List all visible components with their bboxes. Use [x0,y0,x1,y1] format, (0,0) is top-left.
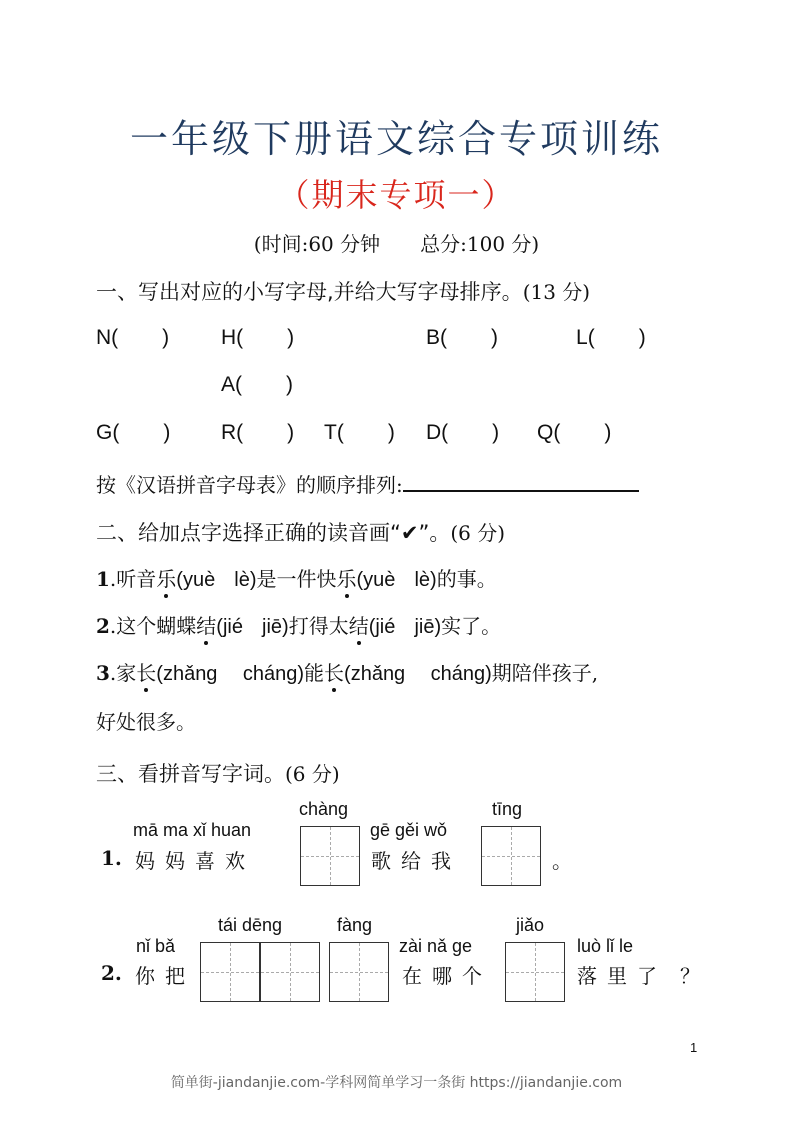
option-yue[interactable]: (yuè [356,569,396,591]
option-le[interactable]: lè) [414,569,437,591]
letter-L: L( ) [576,326,646,349]
section1-heading: 一、写出对应的小写字母,并给大写字母排序。(13 分) [96,280,591,304]
option-yue[interactable]: (yuè [176,569,216,591]
option-jie1[interactable]: jiē) [414,616,442,638]
option-jie1[interactable]: jiē) [262,616,289,638]
section2-points: (6 分) [450,521,506,545]
pinyin: tái dēng [218,915,283,935]
footer-watermark: 简单街-jiandanjie.com-学科网简单学习一条街 https://jiandanjie.com [170,1075,623,1091]
question-number: 1. [101,846,122,870]
page-title: 一年级下册语文综合专项训练 [129,117,663,161]
answer-line[interactable] [403,472,639,492]
pinyin: mā ma xǐ huan [133,820,252,840]
pinyin: jiǎo [516,915,545,935]
hanzi: 你把 [135,964,195,988]
letter-B: B( ) [426,326,499,349]
option-jie2[interactable]: (jié [216,616,243,638]
punctuation: 。 [552,849,582,873]
writing-box[interactable] [300,826,360,886]
writing-box[interactable] [505,942,565,1002]
question-item-continued: 好处很多。 [96,710,196,734]
question-number: 2. [101,961,122,985]
option-chang[interactable]: cháng) [430,663,492,685]
section2-heading: 二、给加点字选择正确的读音画“✔”。(6 分) [96,521,506,545]
punctuation: ？ [680,964,710,988]
writing-box[interactable] [329,942,389,1002]
pinyin: fàng [337,915,373,935]
pinyin: chàng [299,799,349,819]
letter-G: G( ) [96,421,171,444]
page-number: 1 [690,1040,698,1055]
pinyin: luò lǐ le [577,936,634,956]
letter-H: H( ) [221,326,295,349]
writing-box[interactable] [481,826,541,886]
section3-heading: 三、看拼音写字词。(6 分) [96,762,340,786]
section3-points: (6 分) [285,762,340,786]
total-score: 总分:100 分) [420,232,540,256]
section1-points: (13 分) [522,280,591,304]
letter-N: N( ) [96,326,170,349]
pinyin: tīng [492,799,523,819]
pinyin: gē gěi wǒ [370,820,448,840]
option-zhang[interactable]: (zhǎng [156,663,218,685]
letter-A: A( ) [221,373,294,396]
letter-R: R( ) [221,421,295,444]
question-item: 1.听音乐(yuè lè)是一件快乐(yuè lè)的事。 [96,563,497,592]
hanzi: 落里了 [577,964,667,988]
option-chang[interactable]: cháng) [242,663,305,685]
question-item: 3.家长(zhǎng cháng)能长(zhǎng cháng)期陪伴孩子, [96,657,598,686]
exam-meta [0,228,793,257]
time-limit: (时间:60 分钟 [253,232,381,256]
letter-Q: Q( ) [537,421,612,444]
question-item: 2.这个蝴蝶结(jié jiē)打得太结(jié jiē)实了。 [96,610,501,639]
option-jie2[interactable]: (jié [368,616,396,638]
option-zhang[interactable]: (zhǎng [344,663,406,685]
letter-D: D( ) [426,421,500,444]
writing-box[interactable] [260,942,320,1002]
option-le[interactable]: lè) [234,569,257,591]
hanzi: 妈妈喜欢 [135,849,255,873]
pinyin: zài nǎ ge [399,936,473,956]
pinyin: nǐ bǎ [136,936,176,956]
letter-T: T( ) [324,421,395,444]
page-subtitle: （期末专项一） [277,176,516,214]
order-prompt: 按《汉语拼音字母表》的顺序排列: [96,469,639,498]
hanzi: 歌给我 [371,849,461,873]
writing-box[interactable] [200,942,260,1002]
hanzi: 在哪个 [402,964,492,988]
